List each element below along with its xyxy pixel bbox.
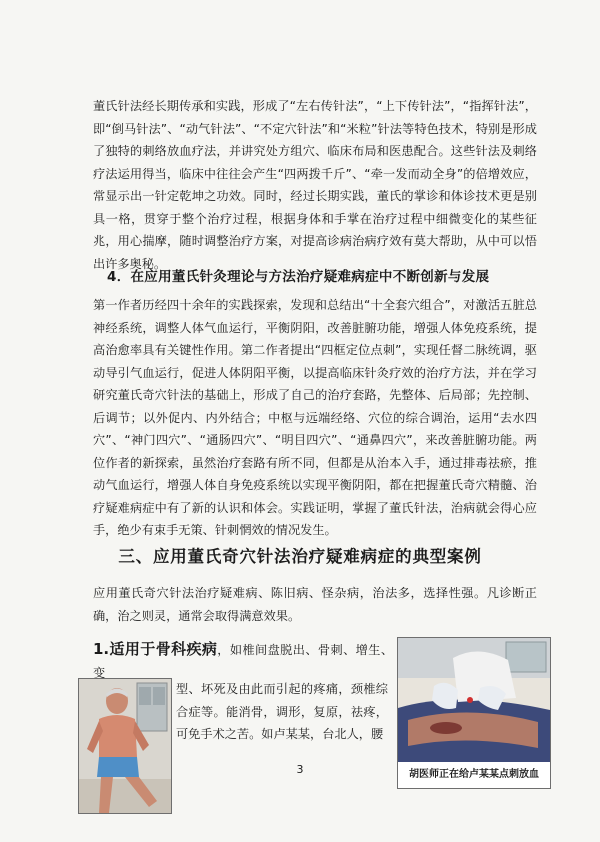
paragraph-needle-techniques: 董氏针法经长期传承和实践，形成了“左右传针法”，“上下传针法”，“指挥针法”，即“倒马针法”、“动气针法”、“不定穴针法”和“米粒”针法等特色技术，特别是形成了独特的刺络放血疗法，并讲究处方组穴、临床布局和医患配合。这些针法及刺络疗法运用得当，临床中往往会产生“四两拨千斤”、“牵一发而动全身”的倍增效应，常显示出一针定乾坤之功效。同时，经过长期实践，董氏的掌诊和体诊技术更是别具一格，贯穿于整个治疗过程，根据身体和手掌在治疗过程中细微变化的某些征兆，用心揣摩，随时调整治疗方案，对提高诊病治病疗效有莫大帮助，从中可以悟出许多奥秘。 bbox=[93, 99, 537, 271]
treatment-photo bbox=[397, 637, 551, 764]
section-heading-4: 4．在应用董氏针灸理论与方法治疗疑难病症中不断创新与发展 bbox=[107, 269, 490, 285]
case1-title: 1.适用于骨科疾病 bbox=[93, 640, 218, 658]
case1-text-float: 型、坏死及由此而引起的疼痛，颈椎综合症等。能消骨，调形，复原，祛疼，可免手术之苦。如卢某某，台北人，腰 bbox=[176, 682, 388, 741]
treatment-photo-image bbox=[398, 638, 550, 763]
paragraph-case-intro: 应用董氏奇穴针法治疗疑难病、陈旧病、怪杂病，治法多，选择性强。凡诊断正确，治之则灵，通常会取得满意效果。 bbox=[93, 586, 537, 623]
page-number: 3 bbox=[296, 763, 304, 776]
paragraph-innovation: 第一作者历经四十余年的实践探索，发现和总结出“十全套穴组合”，对激活五脏总神经系统，调整人体气血运行，平衡阴阳，改善脏腑功能，增强人体免疫系统，提高治愈率具有关键性作用。第二作者提出“四框定位点刺”，实现任督二脉统调，驱动导引气血运行，促进人体阴阳平衡，以提高临床针灸疗效的治疗方法，并在学习研究董氏奇穴针法的基础上，形成了自己的治疗套路，先整体、后局部；先控制、后调节；以外促内、内外结合；中枢与远端经络、穴位的综合调治，运用“去水四穴”、“神门四穴”、“通肠四穴”、“明目四穴”、“通鼻四穴”，来改善脏腑功能。两位作者的新探索，虽然治疗套路有所不同，但都是从治本入手，通过排毒祛瘀，推动气血运行，增强人体自身免疫系统以实现平衡阴阳，都在把握董氏奇穴精髓、治疗疑难病症中有了新的认识和体会。实践证明，掌握了董氏针法，治病就会得心应手，绝少有束手无策、针刺惘效的情况发生。 bbox=[93, 298, 537, 537]
section-heading-3: 三、应用董氏奇穴针法治疗疑难病症的典型案例 bbox=[118, 547, 482, 566]
patient-photo bbox=[78, 678, 172, 814]
photo-caption: 胡医师正在给卢某某点刺放血 bbox=[397, 762, 551, 789]
patient-photo-image bbox=[79, 679, 171, 813]
case1-text-inline: ，如椎间盘脱出、骨刺、增生、变 bbox=[93, 643, 394, 680]
